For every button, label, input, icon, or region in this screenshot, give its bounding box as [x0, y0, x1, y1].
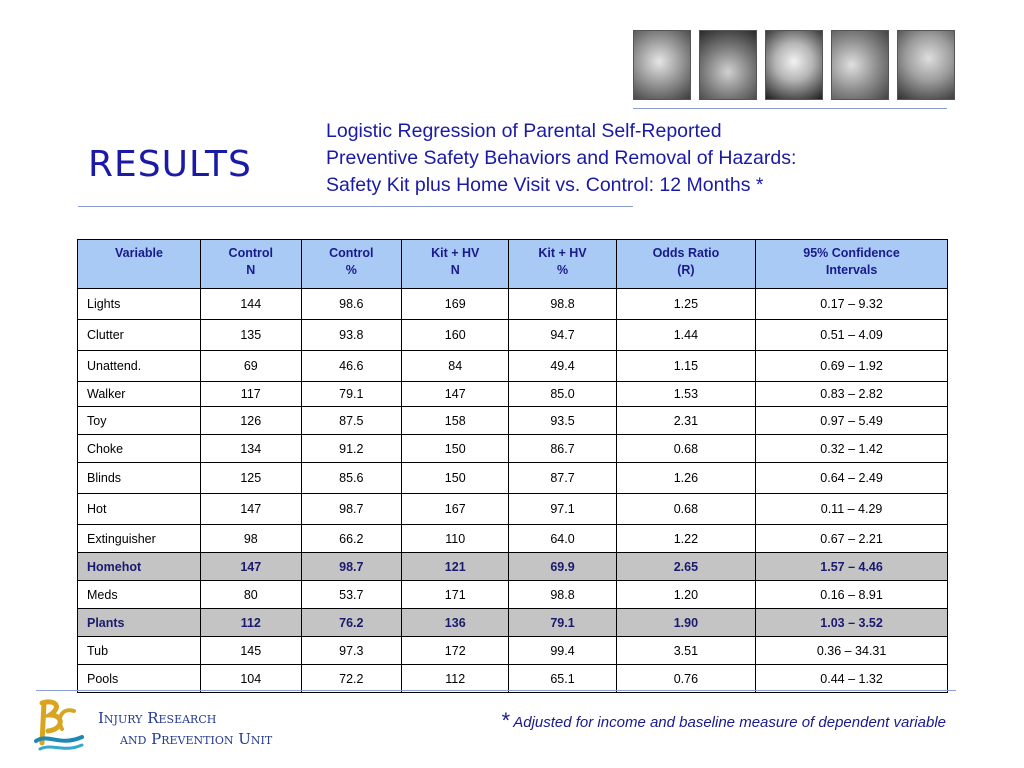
- table-cell: 1.57 – 4.46: [756, 553, 948, 581]
- column-header: [616, 240, 755, 289]
- table-cell: 2.31: [616, 407, 755, 435]
- row-label-cell: Extinguisher: [78, 525, 201, 553]
- table-cell: 104: [201, 665, 302, 693]
- table-cell: 69.9: [509, 553, 616, 581]
- table-cell: 79.1: [301, 382, 402, 407]
- column-header-line: Odds Ratio: [652, 246, 720, 260]
- table-cell: 0.51 – 4.09: [756, 320, 948, 351]
- subtitle-line: Logistic Regression of Parental Self-Reported: [326, 120, 722, 142]
- table-cell: 144: [201, 289, 302, 320]
- table-cell: 0.36 – 34.31: [756, 637, 948, 665]
- table-cell: 86.7: [509, 435, 616, 463]
- table-cell: 72.2: [301, 665, 402, 693]
- row-label-cell: Clutter: [78, 320, 201, 351]
- table-cell: 158: [402, 407, 509, 435]
- table-cell: 1.22: [616, 525, 755, 553]
- table-body: [78, 289, 948, 693]
- table-row: [78, 407, 948, 435]
- logo-text: [98, 708, 272, 750]
- table-cell: 94.7: [509, 320, 616, 351]
- baby-hand-photo: [831, 30, 889, 100]
- table-cell: 97.1: [509, 494, 616, 525]
- column-header-line: Intervals: [825, 263, 878, 277]
- table-cell: 1.25: [616, 289, 755, 320]
- table-row: [78, 351, 948, 382]
- row-label-cell: Toy: [78, 407, 201, 435]
- table-row: [78, 553, 948, 581]
- table-cell: 1.26: [616, 463, 755, 494]
- table-cell: 150: [402, 435, 509, 463]
- logo-line-2: and Prevention Unit: [120, 730, 273, 748]
- table-cell: 80: [201, 581, 302, 609]
- row-label-cell: Tub: [78, 637, 201, 665]
- table-cell: 66.2: [301, 525, 402, 553]
- table-cell: 147: [201, 553, 302, 581]
- column-header: [509, 240, 616, 289]
- column-header-line: Kit + HV: [431, 246, 480, 260]
- table-cell: 126: [201, 407, 302, 435]
- column-header: [402, 240, 509, 289]
- table-cell: 93.8: [301, 320, 402, 351]
- table-cell: 0.83 – 2.82: [756, 382, 948, 407]
- row-label-cell: Lights: [78, 289, 201, 320]
- table-row: [78, 581, 948, 609]
- footnote: [501, 708, 946, 734]
- table-cell: 46.6: [301, 351, 402, 382]
- table-cell: 98.8: [509, 581, 616, 609]
- table-cell: 0.68: [616, 494, 755, 525]
- column-header-line: Kit + HV: [538, 246, 587, 260]
- table-cell: 125: [201, 463, 302, 494]
- table-cell: 1.03 – 3.52: [756, 609, 948, 637]
- table-row: [78, 435, 948, 463]
- table-cell: 85.6: [301, 463, 402, 494]
- table-cell: 98.8: [509, 289, 616, 320]
- table-cell: 93.5: [509, 407, 616, 435]
- slide-subtitle: [326, 118, 906, 199]
- column-header: [78, 240, 201, 289]
- table-cell: 1.44: [616, 320, 755, 351]
- table-cell: 147: [402, 382, 509, 407]
- table-cell: 167: [402, 494, 509, 525]
- column-header-line: %: [345, 263, 357, 277]
- column-header: [201, 240, 302, 289]
- table-cell: 87.5: [301, 407, 402, 435]
- baby-smile-photo: [765, 30, 823, 100]
- table-cell: 171: [402, 581, 509, 609]
- table-cell: 135: [201, 320, 302, 351]
- bc-logo-icon: [34, 697, 84, 753]
- table-cell: 1.53: [616, 382, 755, 407]
- table-cell: 112: [201, 609, 302, 637]
- table-row: [78, 525, 948, 553]
- table-cell: 65.1: [509, 665, 616, 693]
- table-cell: 97.3: [301, 637, 402, 665]
- table-cell: 147: [201, 494, 302, 525]
- table-cell: 169: [402, 289, 509, 320]
- table-cell: 1.90: [616, 609, 755, 637]
- table-row: [78, 609, 948, 637]
- table-row: [78, 637, 948, 665]
- logo: [34, 697, 274, 757]
- table-cell: 98.7: [301, 553, 402, 581]
- top-divider: [633, 108, 947, 109]
- column-header-line: Control: [228, 246, 273, 260]
- results-table: [77, 239, 948, 693]
- row-label-cell: Walker: [78, 382, 201, 407]
- table-cell: 160: [402, 320, 509, 351]
- table-cell: 0.69 – 1.92: [756, 351, 948, 382]
- table-row: [78, 665, 948, 693]
- row-label-cell: Meds: [78, 581, 201, 609]
- table-cell: 64.0: [509, 525, 616, 553]
- table-cell: 0.32 – 1.42: [756, 435, 948, 463]
- table-cell: 2.65: [616, 553, 755, 581]
- footnote-mark: *: [500, 708, 510, 733]
- row-label-cell: Unattend.: [78, 351, 201, 382]
- title-divider: [78, 206, 633, 207]
- row-label-cell: Blinds: [78, 463, 201, 494]
- table-cell: 145: [201, 637, 302, 665]
- table-cell: 85.0: [509, 382, 616, 407]
- table-header-row: [78, 240, 948, 289]
- subtitle-line: Preventive Safety Behaviors and Removal of Hazards:: [326, 147, 797, 169]
- row-label-cell: Homehot: [78, 553, 201, 581]
- photo-strip: [633, 30, 955, 100]
- table-cell: 0.64 – 2.49: [756, 463, 948, 494]
- table-cell: 0.76: [616, 665, 755, 693]
- table-cell: 1.20: [616, 581, 755, 609]
- table-cell: 0.17 – 9.32: [756, 289, 948, 320]
- table-cell: 76.2: [301, 609, 402, 637]
- table-cell: 98: [201, 525, 302, 553]
- table-cell: 112: [402, 665, 509, 693]
- column-header-line: 95% Confidence: [803, 246, 900, 260]
- baby-feet-photo: [699, 30, 757, 100]
- table-row: [78, 320, 948, 351]
- table-row: [78, 463, 948, 494]
- table-cell: 0.68: [616, 435, 755, 463]
- baby-sleeping-photo: [633, 30, 691, 100]
- column-header-line: N: [246, 263, 256, 277]
- table-row: [78, 382, 948, 407]
- column-header-line: Control: [329, 246, 374, 260]
- column-header: [301, 240, 402, 289]
- footer-divider: [36, 690, 956, 691]
- row-label-cell: Hot: [78, 494, 201, 525]
- table-cell: 150: [402, 463, 509, 494]
- column-header-line: (R): [677, 263, 695, 277]
- baby-profile-photo: [897, 30, 955, 100]
- table-cell: 49.4: [509, 351, 616, 382]
- table-cell: 110: [402, 525, 509, 553]
- subtitle-line: Safety Kit plus Home Visit vs. Control: 12 Months *: [326, 174, 764, 196]
- table-cell: 0.16 – 8.91: [756, 581, 948, 609]
- logo-line-1: Injury Research: [98, 709, 217, 727]
- table-cell: 121: [402, 553, 509, 581]
- table-cell: 172: [402, 637, 509, 665]
- table-cell: 91.2: [301, 435, 402, 463]
- table-cell: 134: [201, 435, 302, 463]
- table-cell: 79.1: [509, 609, 616, 637]
- column-header-line: N: [450, 263, 460, 277]
- table-cell: 0.11 – 4.29: [756, 494, 948, 525]
- column-header-line: Variable: [115, 246, 163, 260]
- table-row: [78, 494, 948, 525]
- column-header-line: %: [556, 263, 569, 277]
- table-cell: 0.44 – 1.32: [756, 665, 948, 693]
- table-cell: 53.7: [301, 581, 402, 609]
- table-cell: 0.67 – 2.21: [756, 525, 948, 553]
- table-cell: 3.51: [616, 637, 755, 665]
- table-cell: 1.15: [616, 351, 755, 382]
- table-cell: 99.4: [509, 637, 616, 665]
- table-cell: 69: [201, 351, 302, 382]
- footnote-text: Adjusted for income and baseline measure of dependent variable: [513, 714, 946, 731]
- page-title: RESULTS: [88, 144, 252, 185]
- table-cell: 136: [402, 609, 509, 637]
- row-label-cell: Pools: [78, 665, 201, 693]
- table-row: [78, 289, 948, 320]
- row-label-cell: Plants: [78, 609, 201, 637]
- table-cell: 117: [201, 382, 302, 407]
- table-cell: 98.6: [301, 289, 402, 320]
- table-cell: 98.7: [301, 494, 402, 525]
- table-cell: 84: [402, 351, 509, 382]
- column-header: [756, 240, 948, 289]
- row-label-cell: Choke: [78, 435, 201, 463]
- table-cell: 87.7: [509, 463, 616, 494]
- table-cell: 0.97 – 5.49: [756, 407, 948, 435]
